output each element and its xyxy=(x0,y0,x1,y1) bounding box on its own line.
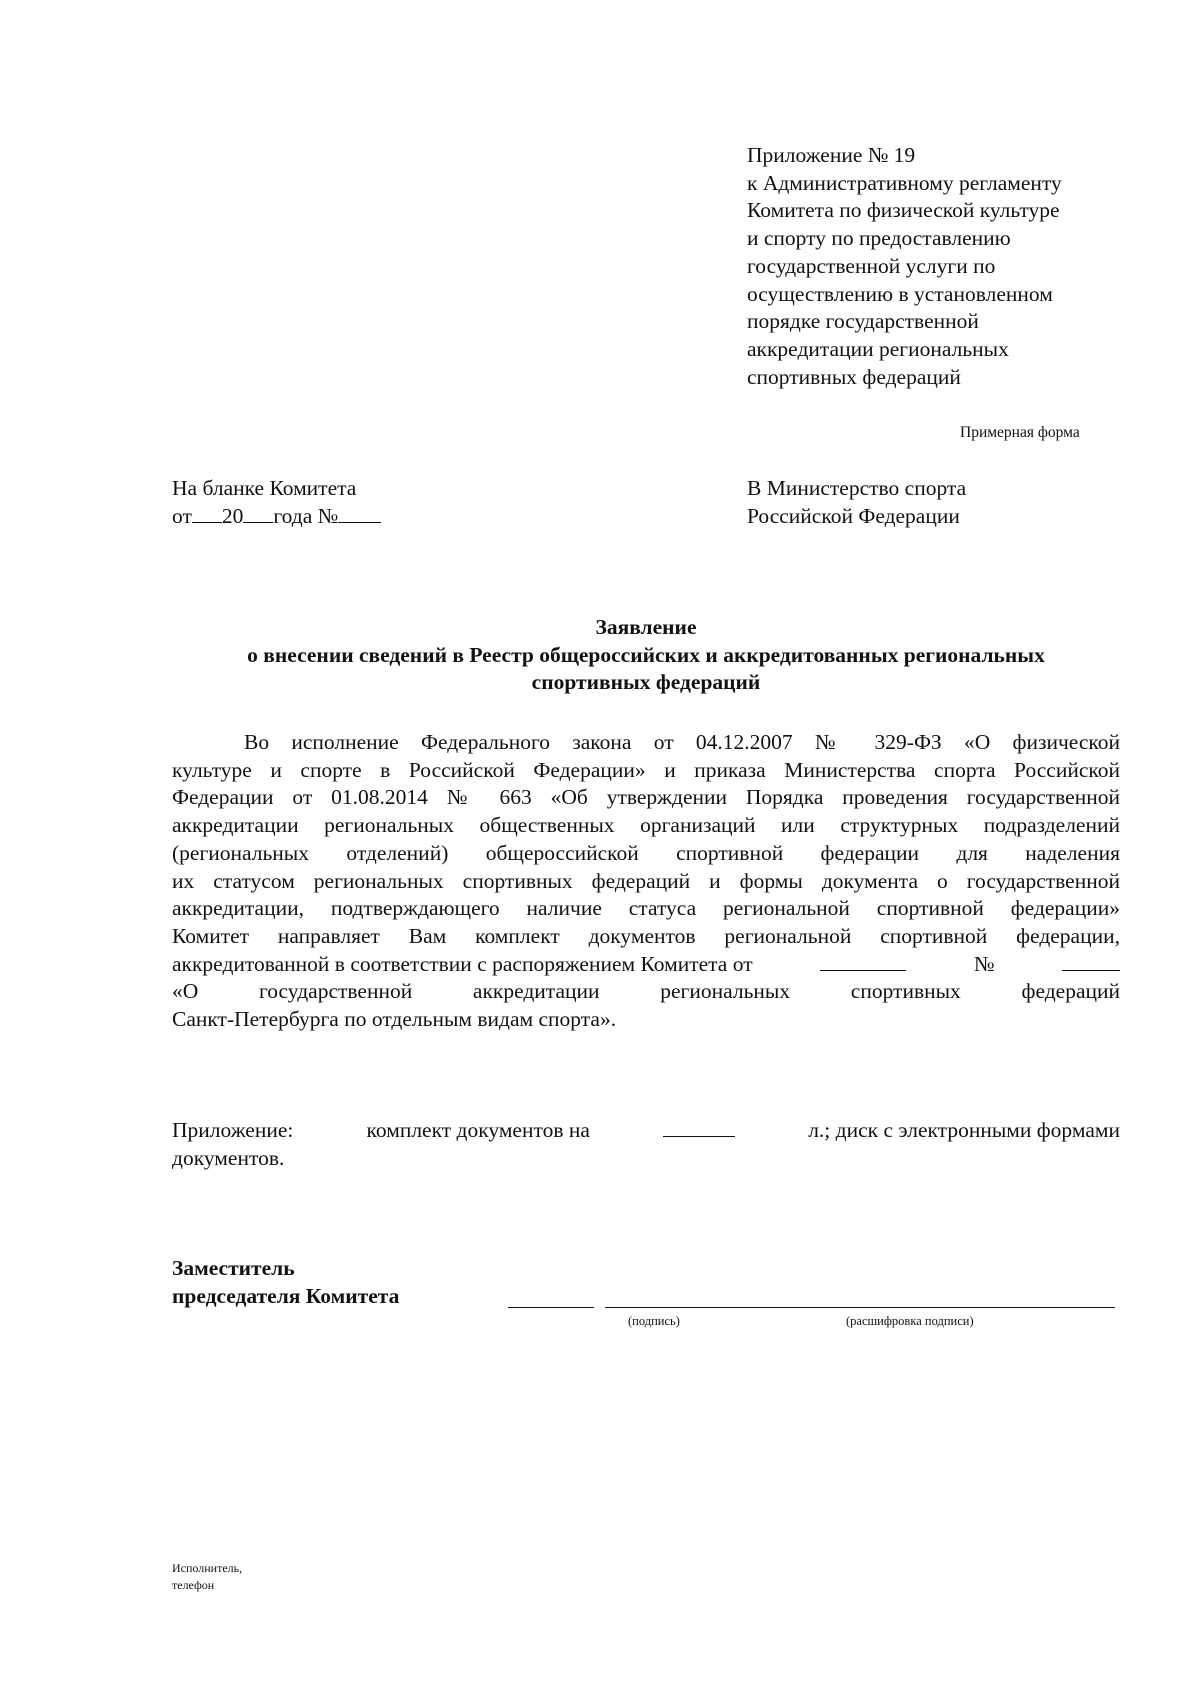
signature-caption: (подпись) xyxy=(628,1314,680,1328)
appendix-line: и спорту по предоставлению xyxy=(747,226,1011,251)
position-line: председателя Комитета xyxy=(172,1283,400,1308)
signature-line xyxy=(508,1307,594,1308)
date-year-word: года № xyxy=(273,503,339,528)
addressee-line: В Министерство спорта xyxy=(747,476,967,500)
appendix-line: Комитета по физической культуре xyxy=(747,198,1060,223)
attachment-text: комплект документов на xyxy=(366,1118,590,1142)
body-line: Федерации от 01.08.2014 № 663 «Об утверждении Порядка проведения государственной xyxy=(172,785,1120,810)
body-word: «О xyxy=(172,979,199,1004)
letterhead-line: На бланке Комитета xyxy=(172,476,357,500)
body-word: спортивных xyxy=(850,979,961,1004)
body-line: (региональных отделений) общероссийской спортивной федерации для наделения xyxy=(172,840,1120,865)
body-word: федераций xyxy=(1021,979,1120,1004)
executor-info xyxy=(172,1560,372,1594)
body-line: Комитет направляет Вам комплект документов региональной спортивной федерации, xyxy=(172,923,1120,948)
body-line: Санкт-Петербурга по отдельным видам спорта». xyxy=(172,1007,617,1032)
body-word: аккредитации xyxy=(472,979,600,1004)
appendix-line: государственной услуги по xyxy=(747,253,996,278)
order-number-blank xyxy=(1062,952,1120,971)
body-paragraph xyxy=(172,729,1120,1034)
number-blank xyxy=(338,504,381,523)
appendix-line: к Административному регламенту xyxy=(747,170,1062,195)
addressee-line: Российской Федерации xyxy=(747,503,960,528)
attachment xyxy=(172,1117,1120,1172)
date-year-prefix: 20 xyxy=(221,503,244,528)
appendix-header xyxy=(747,142,1127,391)
date-from-label: от xyxy=(172,503,192,528)
addressee xyxy=(747,475,1127,530)
document-title xyxy=(172,614,1120,697)
form-note: Примерная форма xyxy=(960,424,1080,441)
body-line9-text: аккредитованной в соответствии с распоряжением Комитета от xyxy=(172,951,753,976)
attachment-line: документов. xyxy=(172,1145,285,1170)
body-word: региональных xyxy=(660,979,791,1004)
attachment-text: л.; диск с электронными формами xyxy=(808,1118,1120,1142)
date-blank xyxy=(192,504,222,523)
order-date-blank xyxy=(820,952,906,971)
pages-count-blank xyxy=(663,1118,735,1137)
appendix-line: порядке государственной xyxy=(747,309,979,334)
letterhead xyxy=(172,475,592,530)
body-line: их статусом региональных спортивных федераций и формы документа о государственной xyxy=(172,868,1120,893)
attachment-line xyxy=(172,1117,1120,1145)
body-line: культуре и спорте в Российской Федерации» и приказа Министерства спорта Российской xyxy=(172,757,1120,782)
title-line: Заявление xyxy=(595,615,697,639)
position-line: Заместитель xyxy=(172,1256,295,1280)
attachment-label: Приложение: xyxy=(172,1118,294,1142)
appendix-line: Приложение № 19 xyxy=(747,143,916,167)
title-line: спортивных федераций xyxy=(531,670,761,695)
body-line-date-number xyxy=(172,951,1120,979)
appendix-line: аккредитации региональных xyxy=(747,336,1009,361)
letterhead-date-line xyxy=(172,503,592,531)
order-number-label: № xyxy=(973,951,995,976)
year-blank xyxy=(243,504,273,523)
appendix-line: спортивных федераций xyxy=(747,364,961,389)
decode-caption: (расшифровка подписи) xyxy=(846,1314,974,1328)
executor-line: Исполнитель, xyxy=(172,1561,243,1575)
body-line: аккредитации, подтверждающего наличие статуса региональной спортивной федерации» xyxy=(172,896,1120,921)
signature-position xyxy=(172,1255,492,1310)
signature-decode-line xyxy=(605,1307,1115,1308)
executor-line: телефон xyxy=(172,1578,215,1592)
body-line: аккредитации региональных общественных организаций или структурных подразделений xyxy=(172,813,1120,838)
title-line: о внесении сведений в Реестр общероссийских и аккредитованных региональных xyxy=(247,642,1045,667)
body-line-order-title xyxy=(172,978,1120,1006)
body-word: государственной xyxy=(258,979,413,1004)
body-line: Во исполнение Федерального закона от 04.12.2007 № 329-ФЗ «О физической xyxy=(244,730,1120,754)
appendix-line: осуществлению в установленном xyxy=(747,281,1053,306)
